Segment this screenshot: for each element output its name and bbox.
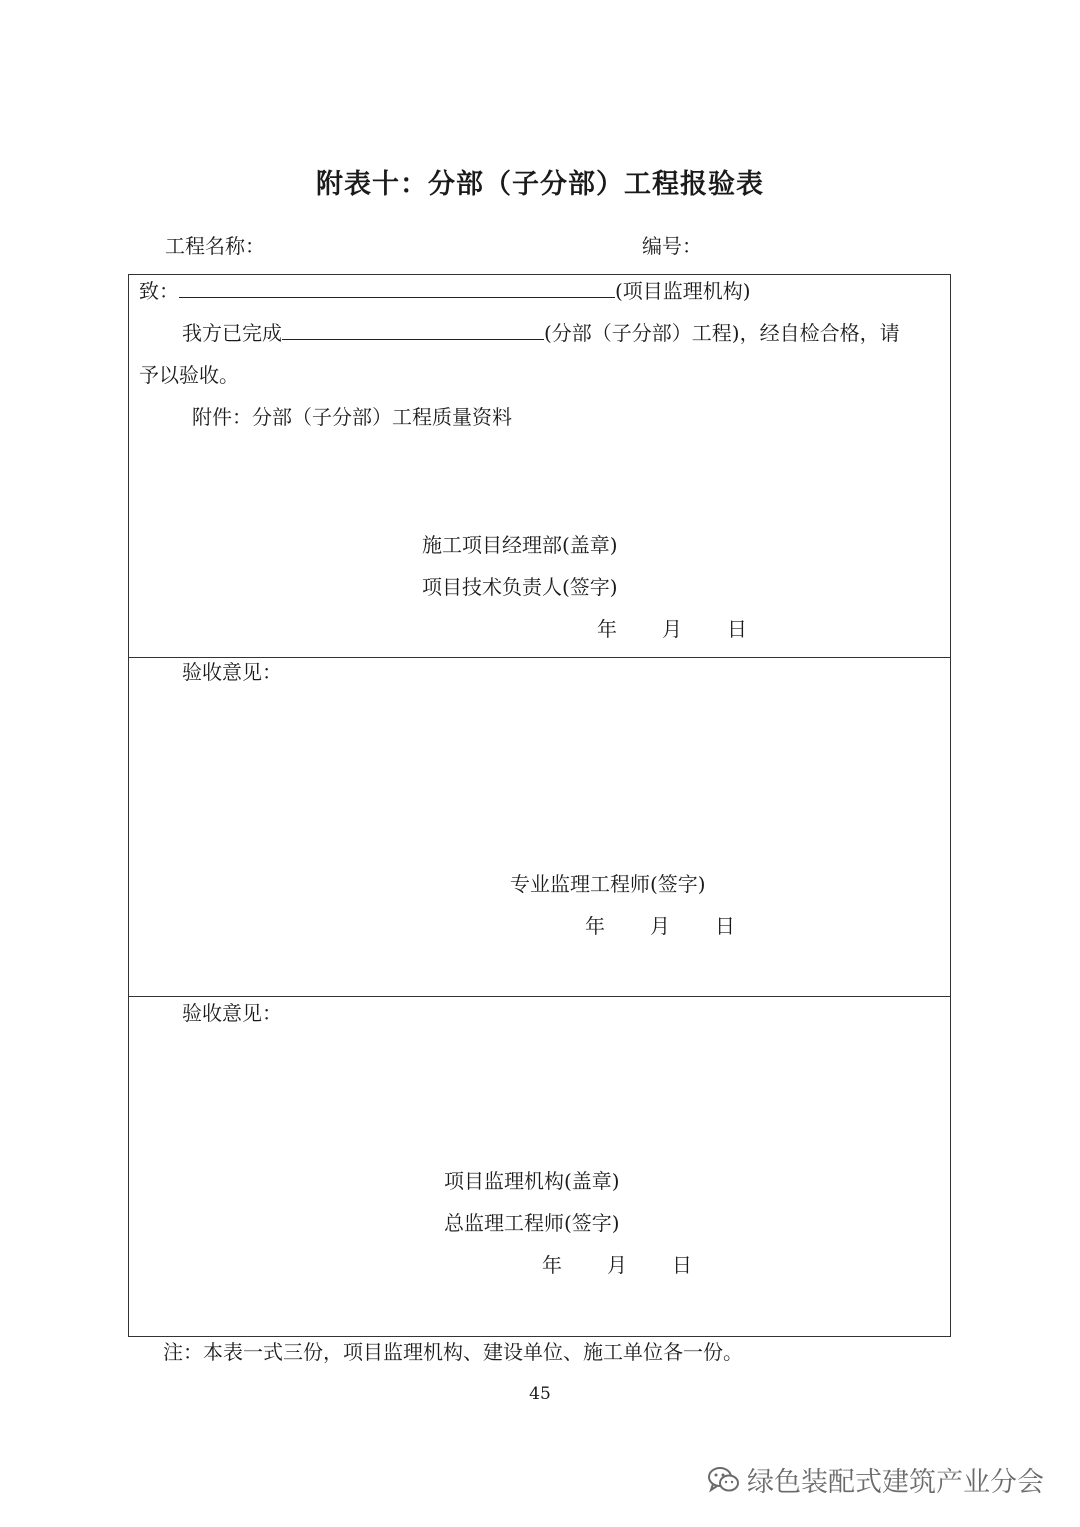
work-name-blank[interactable] xyxy=(282,321,544,340)
completion-prefix: 我方已完成 xyxy=(182,321,282,345)
date-day: 日 xyxy=(672,1253,692,1277)
completion-suffix: (分部（子分部）工程)，经自检合格，请 xyxy=(544,321,900,345)
opinion-label: 验收意见： xyxy=(182,660,282,684)
date-year: 年 xyxy=(585,914,605,938)
date-day: 日 xyxy=(727,617,747,641)
completion-line-2: 予以验收。 xyxy=(139,363,239,387)
footnote: 注：本表一式三份，项目监理机构、建设单位、施工单位各一份。 xyxy=(163,1340,743,1364)
date-month: 月 xyxy=(607,1253,627,1277)
date-month: 月 xyxy=(650,914,670,938)
date-year: 年 xyxy=(542,1253,562,1277)
to-suffix: (项目监理机构) xyxy=(615,279,751,303)
technical-lead-signature-label: 项目技术负责人(签字) xyxy=(422,575,618,599)
watermark xyxy=(707,1460,1044,1502)
wechat-icon xyxy=(707,1465,741,1502)
number-label: 编号： xyxy=(642,234,702,258)
contractor-seal-label: 施工项目经理部(盖章) xyxy=(422,533,618,557)
page-number: 45 xyxy=(529,1384,551,1404)
date-month: 月 xyxy=(662,617,682,641)
project-name-label: 工程名称： xyxy=(165,234,265,258)
page-title: 附表十：分部（子分部）工程报验表 xyxy=(316,169,764,200)
to-line xyxy=(139,279,751,303)
opinion-label: 验收意见： xyxy=(182,1001,282,1025)
to-recipient-blank[interactable] xyxy=(179,279,615,298)
to-label: 致： xyxy=(139,279,179,303)
watermark-text: 绿色装配式建筑产业分会 xyxy=(747,1467,1044,1498)
specialist-opinion-section xyxy=(128,657,951,997)
date-year: 年 xyxy=(597,617,617,641)
chief-opinion-section xyxy=(128,996,951,1337)
chief-engineer-signature-label: 总监理工程师(签字) xyxy=(444,1211,620,1235)
supervision-seal-label: 项目监理机构(盖章) xyxy=(444,1169,620,1193)
submission-section xyxy=(128,274,951,658)
attachment-text: 附件：分部（子分部）工程质量资料 xyxy=(192,405,512,429)
date-day: 日 xyxy=(715,914,735,938)
completion-line xyxy=(182,321,900,345)
specialist-engineer-signature-label: 专业监理工程师(签字) xyxy=(510,872,706,896)
